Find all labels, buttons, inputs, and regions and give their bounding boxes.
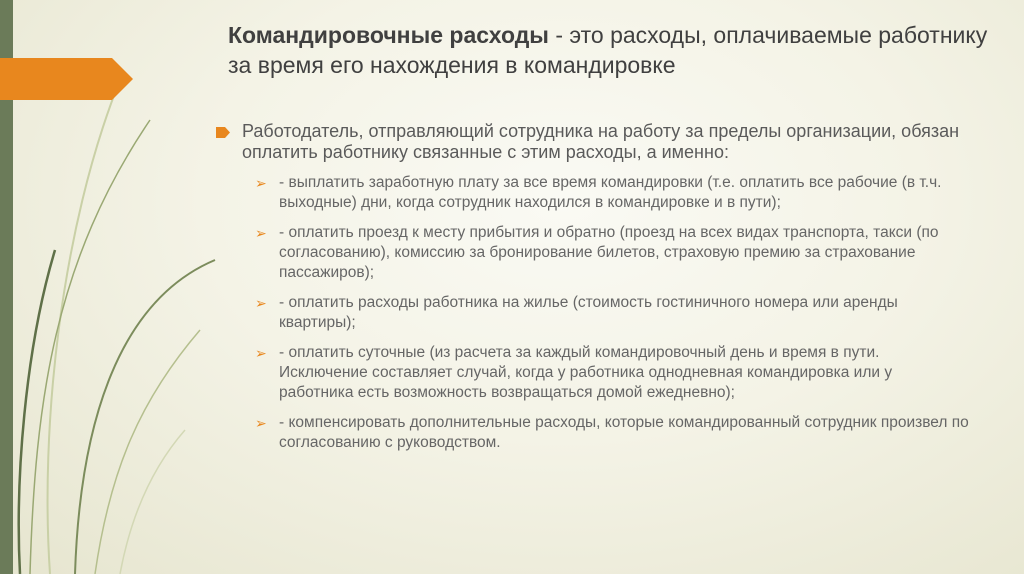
title-definition: - это расходы, оплачиваемые работнику за время его нахождения в командировке	[228, 22, 988, 78]
arrow-bullet-icon: ➢	[255, 295, 267, 311]
list-item	[216, 413, 969, 453]
list-item-text: - оплатить расходы работника на жилье (стоимость гостиничного номера или аренды квартиры);	[279, 294, 898, 331]
list-item-text: - оплатить суточные (из расчета за каждый командировочный день и время в пути. Исключение составляет случай, когда у работника однодневная командировка или у работника есть возможность возвращаться домой ежедневно);	[279, 344, 893, 401]
main-point	[216, 121, 976, 163]
orange-arrow-shape	[0, 58, 133, 100]
list-item	[216, 343, 969, 403]
list-item-text: - компенсировать дополнительные расходы, которые командированный сотрудник произвел по согласованию с руководством.	[279, 414, 969, 451]
list-item	[216, 293, 969, 333]
list-item	[216, 223, 969, 283]
title-term: Командировочные расходы	[228, 22, 549, 48]
orange-pointer-bullet-icon	[216, 127, 230, 138]
arrow-bullet-icon: ➢	[255, 175, 267, 191]
list-item	[216, 173, 969, 213]
arrow-bullet-icon: ➢	[255, 225, 267, 241]
slide-title	[228, 20, 988, 80]
list-item-text: - оплатить проезд к месту прибытия и обратно (проезд на всех видах транспорта, такси (по согласованию), комиссию за бронирование билетов, страховую премию за страхование пассажиров);	[279, 224, 939, 281]
arrow-bullet-icon: ➢	[255, 345, 267, 361]
arrow-bullet-icon: ➢	[255, 415, 267, 431]
list-item-text: - выплатить заработную плату за все время командировки (т.е. оплатить все рабочие (в т.ч. выходные) дни, когда сотрудник находился в командировке и в пути);	[279, 174, 942, 211]
slide-content	[216, 121, 976, 453]
main-point-text: Работодатель, отправляющий сотрудника на работу за пределы организации, обязан оплатить работнику связанные с этим расходы, а именно:	[242, 121, 960, 162]
